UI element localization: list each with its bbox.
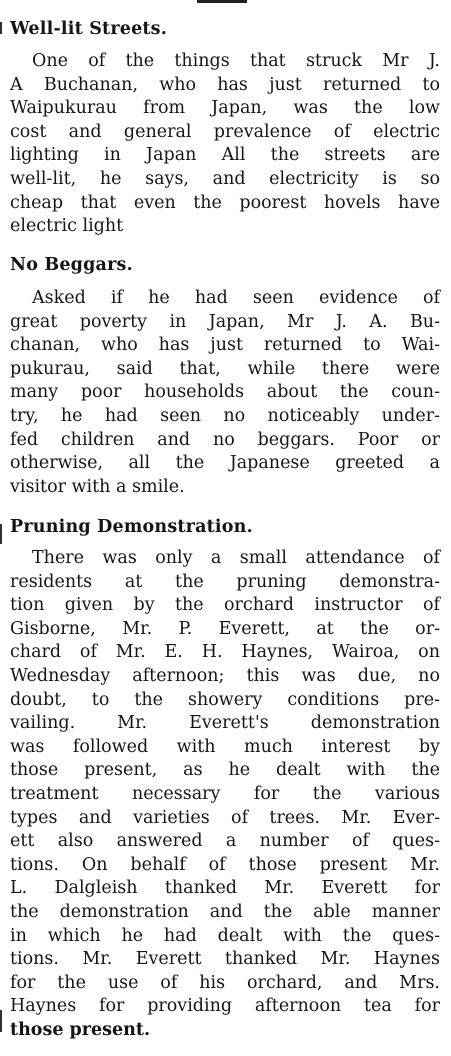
article-line: lighting in Japan All the streets are	[10, 145, 440, 166]
article-line: A Buchanan, who has just returned to	[10, 74, 440, 95]
article-line: treatment necessary for the various	[10, 783, 440, 804]
article-line: many poor households about the coun-	[10, 382, 440, 403]
article-well-lit-streets	[10, 18, 440, 239]
article-line: ett also answered a number of ques-	[10, 831, 440, 852]
article-line: otherwise, all the Japanese greeted a	[10, 453, 440, 474]
article-body	[10, 287, 440, 499]
article-line: cost and general prevalence of electric	[10, 121, 440, 142]
article-line: in which he had dealt with the ques-	[10, 925, 440, 946]
article-line: vailing. Mr. Everett's demonstration	[10, 713, 440, 734]
article-heading: Well-lit Streets.	[10, 19, 168, 39]
article-line: doubt, to the showery conditions pre-	[10, 689, 440, 710]
article-line: the demonstration and the able manner	[10, 901, 440, 922]
article-line: chanan, who has just returned to Wai-	[10, 335, 440, 356]
article-heading: Pruning Demonstration.	[10, 517, 253, 537]
article-line: L. Dalgleish thanked Mr. Everett for	[10, 878, 440, 899]
article-line: pukurau, said that, while there were	[10, 358, 440, 379]
article-line: visitor with a smile.	[10, 476, 185, 497]
article-line: for the use of his orchard, and Mrs.	[10, 972, 440, 993]
article-line: electric light	[10, 216, 124, 237]
article-line: Asked if he had seen evidence of	[32, 288, 440, 308]
article-line: tions. On behalf of those present Mr.	[10, 854, 440, 875]
column-left-rule	[0, 1010, 2, 1032]
article-line: was followed with much interest by	[10, 736, 440, 757]
article-line: Waipukurau from Japan, was the low	[10, 98, 440, 119]
article-line: try, he had seen no noticeably under-	[10, 405, 440, 426]
article-line: well-lit, he says, and electricity is so	[10, 168, 440, 189]
article-line: residents at the pruning demonstra-	[10, 571, 440, 592]
article-line: chard of Mr. E. H. Haynes, Wairoa, on	[10, 642, 440, 663]
article-line: those present.	[10, 1019, 151, 1040]
column-top-rule	[197, 0, 247, 3]
article-no-beggars	[10, 254, 440, 499]
article-line: There was only a small attendance of	[32, 548, 440, 568]
article-line: fed children and no beggars. Poor or	[10, 429, 440, 450]
article-line: great poverty in Japan, Mr J. A. Bu-	[10, 311, 440, 332]
column-left-rule	[0, 524, 2, 544]
article-line: those present, as he dealt with the	[10, 760, 440, 781]
article-pruning-demonstration	[10, 516, 440, 1042]
article-body	[10, 547, 440, 1042]
article-line: One of the things that struck Mr J.	[32, 51, 440, 71]
article-body	[10, 50, 440, 239]
article-line: types and varieties of trees. Mr. Ever-	[10, 807, 440, 828]
article-line: tions. Mr. Everett thanked Mr. Haynes	[10, 949, 440, 970]
article-line: Wednesday afternoon; this was due, no	[10, 665, 440, 686]
article-line: Gisborne, Mr. P. Everett, at the or-	[10, 618, 440, 639]
article-line: cheap that even the poorest hovels have	[10, 192, 440, 213]
article-line: tion given by the orchard instructor of	[10, 595, 440, 616]
article-heading: No Beggars.	[10, 255, 133, 275]
article-line: Haynes for providing afternoon tea for	[10, 996, 440, 1017]
column-left-rule	[0, 22, 2, 34]
